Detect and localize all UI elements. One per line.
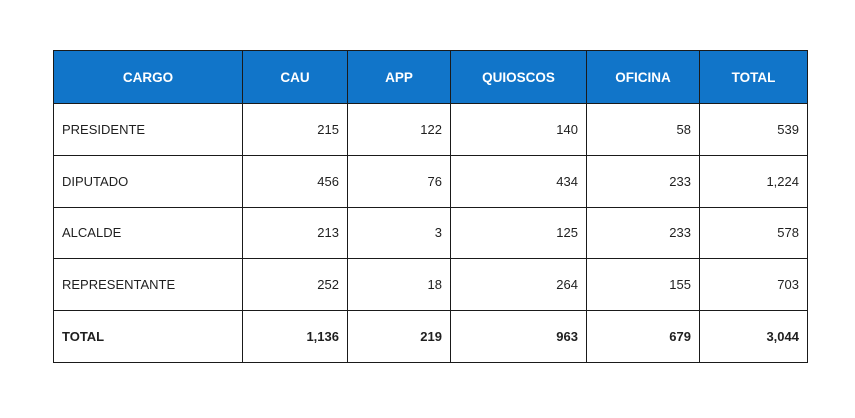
cell-total: 703 bbox=[700, 259, 808, 311]
cell-app: 76 bbox=[348, 155, 451, 207]
total-row bbox=[54, 311, 808, 363]
header-oficina: OFICINA bbox=[587, 51, 700, 104]
cell-app: 122 bbox=[348, 104, 451, 156]
cell-quioscos: 434 bbox=[451, 155, 587, 207]
header-quioscos: QUIOSCOS bbox=[451, 51, 587, 104]
total-cau: 1,136 bbox=[243, 311, 348, 363]
table-row bbox=[54, 207, 808, 259]
cell-total: 1,224 bbox=[700, 155, 808, 207]
table-row bbox=[54, 155, 808, 207]
header-total: TOTAL bbox=[700, 51, 808, 104]
row-label: ALCALDE bbox=[54, 207, 243, 259]
header-cargo: CARGO bbox=[54, 51, 243, 104]
header-cau: CAU bbox=[243, 51, 348, 104]
row-label: REPRESENTANTE bbox=[54, 259, 243, 311]
table-row bbox=[54, 259, 808, 311]
cell-app: 18 bbox=[348, 259, 451, 311]
cell-total: 578 bbox=[700, 207, 808, 259]
total-label: TOTAL bbox=[54, 311, 243, 363]
row-label: DIPUTADO bbox=[54, 155, 243, 207]
cell-quioscos: 125 bbox=[451, 207, 587, 259]
row-label: PRESIDENTE bbox=[54, 104, 243, 156]
cell-cau: 215 bbox=[243, 104, 348, 156]
header-row bbox=[54, 51, 808, 104]
cell-oficina: 155 bbox=[587, 259, 700, 311]
cell-oficina: 233 bbox=[587, 207, 700, 259]
cargo-table bbox=[53, 50, 808, 363]
header-app: APP bbox=[348, 51, 451, 104]
cell-cau: 252 bbox=[243, 259, 348, 311]
total-oficina: 679 bbox=[587, 311, 700, 363]
total-app: 219 bbox=[348, 311, 451, 363]
cell-oficina: 233 bbox=[587, 155, 700, 207]
table-row bbox=[54, 104, 808, 156]
cell-app: 3 bbox=[348, 207, 451, 259]
total-quioscos: 963 bbox=[451, 311, 587, 363]
cell-oficina: 58 bbox=[587, 104, 700, 156]
total-total: 3,044 bbox=[700, 311, 808, 363]
cell-total: 539 bbox=[700, 104, 808, 156]
cell-cau: 456 bbox=[243, 155, 348, 207]
cell-quioscos: 140 bbox=[451, 104, 587, 156]
cell-quioscos: 264 bbox=[451, 259, 587, 311]
cell-cau: 213 bbox=[243, 207, 348, 259]
